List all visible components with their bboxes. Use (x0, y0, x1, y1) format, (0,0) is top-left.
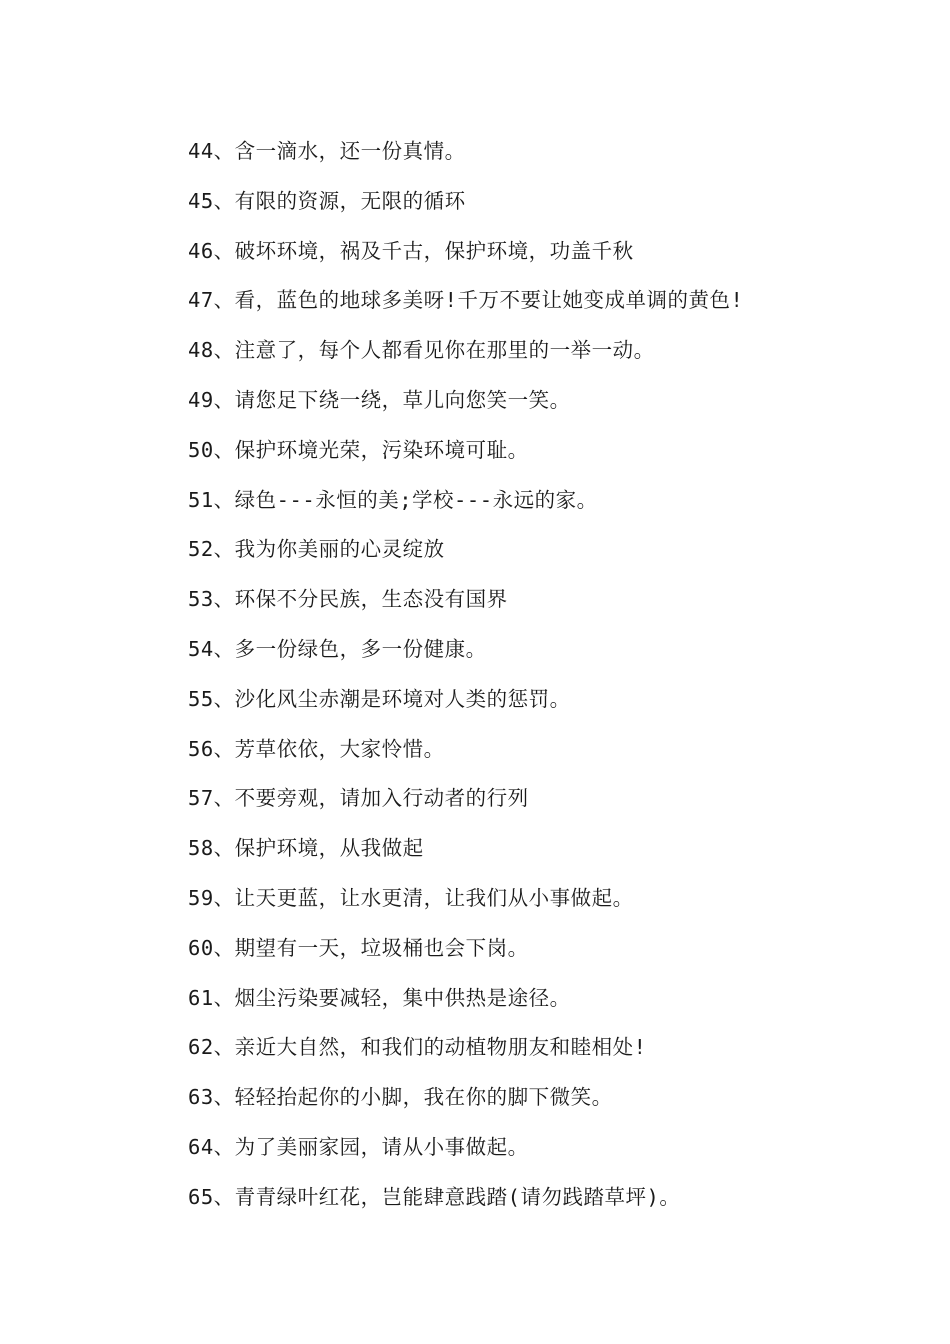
list-item: 59、让天更蓝，让水更清，让我们从小事做起。 (188, 885, 634, 910)
list-item: 46、破坏环境，祸及千古，保护环境，功盖千秋 (188, 238, 634, 263)
list-item: 51、绿色---永恒的美;学校---永远的家。 (188, 487, 598, 512)
list-item: 61、烟尘污染要减轻，集中供热是途径。 (188, 985, 571, 1010)
list-item: 45、有限的资源，无限的循环 (188, 188, 466, 213)
list-item: 58、保护环境，从我做起 (188, 836, 424, 861)
list-item: 60、期望有一天，垃圾桶也会下岗。 (188, 935, 529, 960)
list-item: 56、芳草依依，大家怜惜。 (188, 736, 445, 761)
list-item: 54、多一份绿色，多一份健康。 (188, 636, 487, 661)
list-item: 64、为了美丽家园，请从小事做起。 (188, 1134, 529, 1159)
list-item: 44、含一滴水，还一份真情。 (188, 139, 466, 163)
list-item: 55、沙化风尘赤潮是环境对人类的惩罚。 (188, 686, 571, 711)
list-item: 50、保护环境光荣，污染环境可耻。 (188, 437, 529, 462)
list-item: 57、不要旁观，请加入行动者的行列 (188, 786, 529, 811)
list-item: 53、环保不分民族，生态没有国界 (188, 587, 508, 612)
list-item: 62、亲近大自然，和我们的动植物朋友和睦相处! (188, 1035, 647, 1060)
slogan-list (188, 136, 888, 1232)
list-item: 47、看，蓝色的地球多美呀!千万不要让她变成单调的黄色! (188, 288, 744, 313)
list-item: 65、青青绿叶红花，岂能肆意践踏(请勿践踏草坪)。 (188, 1184, 681, 1209)
list-item: 49、请您足下绕一绕，草儿向您笑一笑。 (188, 387, 571, 412)
list-item: 52、我为你美丽的心灵绽放 (188, 537, 445, 562)
list-item: 63、轻轻抬起你的小脚，我在你的脚下微笑。 (188, 1085, 613, 1110)
list-item: 48、注意了，每个人都看见你在那里的一举一动。 (188, 338, 655, 363)
